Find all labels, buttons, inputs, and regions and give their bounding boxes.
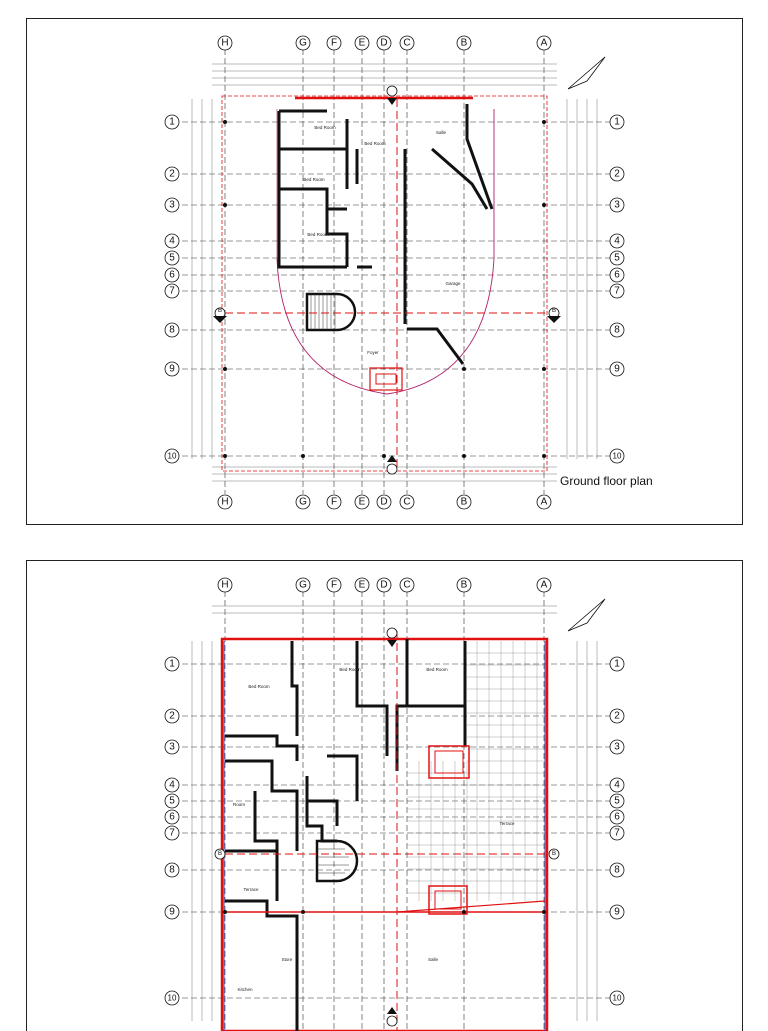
ground-floor-plan-panel bbox=[26, 18, 743, 525]
section-marker-top bbox=[387, 86, 397, 105]
svg-text:9: 9 bbox=[614, 363, 620, 375]
svg-text:C: C bbox=[403, 37, 411, 49]
svg-text:H: H bbox=[221, 37, 229, 49]
room-label: Salle bbox=[427, 957, 439, 962]
svg-text:2: 2 bbox=[169, 710, 175, 722]
svg-text:2: 2 bbox=[614, 710, 620, 722]
stair-treads bbox=[311, 294, 335, 330]
room-label: Foyer bbox=[367, 350, 379, 355]
column-bubbles-top bbox=[218, 578, 551, 592]
foyer-step bbox=[376, 374, 396, 384]
property-boundary bbox=[222, 96, 547, 471]
svg-text:G: G bbox=[299, 579, 307, 591]
svg-text:E: E bbox=[358, 37, 366, 49]
svg-text:4: 4 bbox=[169, 779, 175, 791]
svg-text:5: 5 bbox=[169, 252, 175, 264]
svg-text:7: 7 bbox=[614, 285, 620, 297]
svg-text:8: 8 bbox=[614, 864, 620, 876]
section-marker-bottom bbox=[387, 1007, 397, 1026]
upper-floor-plan-panel bbox=[26, 560, 743, 1031]
svg-text:A: A bbox=[540, 579, 548, 591]
svg-text:E: E bbox=[358, 496, 366, 508]
svg-text:B: B bbox=[551, 308, 557, 314]
room-label: Room bbox=[232, 802, 246, 807]
svg-text:6: 6 bbox=[169, 269, 175, 281]
svg-text:3: 3 bbox=[169, 199, 175, 211]
svg-text:1: 1 bbox=[614, 116, 620, 128]
svg-text:5: 5 bbox=[614, 795, 620, 807]
room-label: Bed Room bbox=[248, 684, 270, 689]
column-dots bbox=[223, 120, 546, 458]
row-bubbles-left bbox=[165, 657, 179, 1005]
svg-text:9: 9 bbox=[614, 906, 620, 918]
svg-text:B: B bbox=[460, 496, 468, 508]
north-arrow-icon bbox=[568, 599, 605, 631]
svg-text:6: 6 bbox=[169, 811, 175, 823]
svg-text:8: 8 bbox=[614, 324, 620, 336]
svg-text:5: 5 bbox=[169, 795, 175, 807]
room-label: Store bbox=[281, 957, 293, 962]
svg-text:H: H bbox=[221, 579, 229, 591]
room-label: Bed Room bbox=[339, 667, 361, 672]
section-marker-left bbox=[215, 849, 225, 859]
svg-text:4: 4 bbox=[614, 235, 620, 247]
terrace-tiles bbox=[407, 641, 545, 901]
svg-text:3: 3 bbox=[169, 741, 175, 753]
svg-text:1: 1 bbox=[614, 658, 620, 670]
svg-text:8: 8 bbox=[169, 324, 175, 336]
svg-text:C: C bbox=[403, 496, 411, 508]
slab-outline bbox=[222, 639, 547, 1031]
section-marker-bottom bbox=[387, 455, 397, 474]
grid-lines bbox=[182, 49, 617, 494]
svg-text:9: 9 bbox=[169, 363, 175, 375]
room-label: Terrace bbox=[499, 821, 515, 826]
svg-text:B: B bbox=[551, 851, 557, 857]
room-label: Garage bbox=[445, 281, 461, 286]
svg-text:D: D bbox=[380, 37, 388, 49]
column-bubbles-top bbox=[218, 36, 551, 50]
svg-text:7: 7 bbox=[169, 285, 175, 297]
north-arrow-icon bbox=[568, 57, 605, 89]
row-bubbles-right bbox=[610, 657, 624, 1005]
svg-text:8: 8 bbox=[169, 864, 175, 876]
section-marker-right bbox=[547, 308, 561, 323]
svg-text:D: D bbox=[380, 496, 388, 508]
svg-text:10: 10 bbox=[612, 451, 622, 461]
walls bbox=[225, 639, 465, 1031]
row-bubbles-right bbox=[610, 115, 624, 463]
svg-text:D: D bbox=[380, 579, 388, 591]
room-label: Bed Room bbox=[364, 141, 386, 146]
svg-text:1: 1 bbox=[169, 658, 175, 670]
svg-text:6: 6 bbox=[614, 269, 620, 281]
curved-boundary-wall bbox=[277, 109, 494, 394]
svg-text:6: 6 bbox=[614, 811, 620, 823]
svg-text:10: 10 bbox=[167, 451, 177, 461]
svg-text:2: 2 bbox=[169, 168, 175, 180]
svg-text:F: F bbox=[330, 37, 338, 49]
grid-lines bbox=[182, 591, 617, 1031]
room-label: Salle bbox=[435, 130, 447, 135]
svg-text:F: F bbox=[330, 579, 338, 591]
void-opening-inner bbox=[435, 751, 463, 773]
room-label: Bed Room bbox=[426, 667, 448, 672]
svg-text:9: 9 bbox=[169, 906, 175, 918]
room-label: Bed Room bbox=[314, 125, 336, 130]
svg-text:2: 2 bbox=[614, 168, 620, 180]
column-bubbles-bottom bbox=[218, 495, 551, 509]
svg-text:G: G bbox=[299, 37, 307, 49]
dimension-lines bbox=[192, 606, 597, 1021]
svg-text:B: B bbox=[217, 308, 223, 314]
beam-line-2 bbox=[397, 901, 545, 912]
svg-text:C: C bbox=[403, 579, 411, 591]
svg-text:3: 3 bbox=[614, 741, 620, 753]
svg-text:B: B bbox=[460, 37, 468, 49]
svg-text:10: 10 bbox=[612, 993, 622, 1003]
upper-floor-plan-drawing bbox=[27, 561, 742, 1031]
svg-text:A: A bbox=[540, 37, 548, 49]
svg-text:B: B bbox=[460, 579, 468, 591]
svg-text:E: E bbox=[358, 579, 366, 591]
room-label: Bed Room bbox=[303, 177, 325, 182]
svg-text:4: 4 bbox=[169, 235, 175, 247]
ground-floor-plan-drawing bbox=[27, 19, 742, 524]
svg-text:10: 10 bbox=[167, 993, 177, 1003]
svg-text:A: A bbox=[540, 496, 548, 508]
room-label: Terrace bbox=[243, 887, 259, 892]
svg-text:1: 1 bbox=[169, 116, 175, 128]
svg-text:3: 3 bbox=[614, 199, 620, 211]
svg-text:5: 5 bbox=[614, 252, 620, 264]
svg-text:H: H bbox=[221, 496, 229, 508]
row-bubbles-left bbox=[165, 115, 179, 463]
stair-treads bbox=[317, 849, 349, 873]
section-marker-top bbox=[387, 628, 397, 647]
svg-text:7: 7 bbox=[169, 827, 175, 839]
void-opening-2-inner bbox=[435, 891, 461, 909]
drawing-caption: Ground floor plan bbox=[560, 474, 653, 488]
svg-text:G: G bbox=[299, 496, 307, 508]
svg-text:4: 4 bbox=[614, 779, 620, 791]
svg-text:F: F bbox=[330, 496, 338, 508]
room-label: Bed Room bbox=[307, 232, 329, 237]
section-marker-right bbox=[549, 849, 559, 859]
upper-stair bbox=[317, 841, 357, 881]
room-label: Kitchen bbox=[237, 987, 253, 992]
dimension-lines bbox=[192, 64, 597, 481]
svg-text:B: B bbox=[217, 851, 223, 857]
svg-text:7: 7 bbox=[614, 827, 620, 839]
